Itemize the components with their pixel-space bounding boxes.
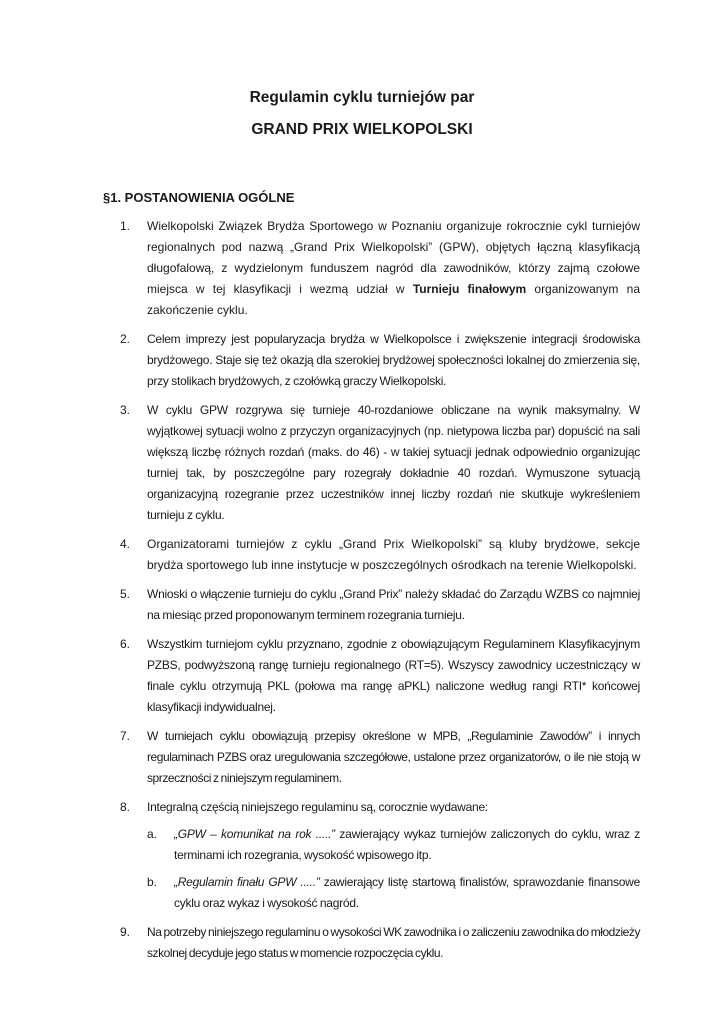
list-item bbox=[120, 329, 640, 392]
sub-list bbox=[147, 824, 640, 914]
item-text: Wszystkim turniejom cyklu przyznano, zgodnie z obowiązującym Regulaminem Klasyfikacyjnym PZBS, podwyższoną rangę turnieju regionalnego (RT=5). Wszyscy zawodnicy uczestniczący w finale cyklu otrzymują PKL (połowa ma rangę aPKL) naliczone według rangi RTI* końcowej klasyfikacji indywidualnej. bbox=[147, 637, 640, 714]
list-item bbox=[120, 216, 640, 321]
list-item bbox=[120, 584, 640, 626]
sub-list-item bbox=[147, 872, 640, 914]
item-text: Integralną częścią niniejszego regulaminu są, corocznie wydawane: bbox=[147, 800, 488, 814]
sub-item-text: „Regulamin finału GPW .....” zawierający listę startową finalistów, sprawozdanie finansowe cyklu oraz wykaz i wysokość nagród. bbox=[174, 875, 640, 910]
item-number: 7. bbox=[120, 729, 131, 743]
sub-list-item bbox=[147, 824, 640, 866]
item-number: 8. bbox=[120, 800, 131, 814]
item-text: Na potrzeby niniejszego regulaminu o wysokości WK zawodnika i o zaliczeniu zawodnika do młodzieży szkolnej decyduje jego status w momencie rozpoczęcia cyklu. bbox=[147, 925, 640, 960]
item-number: 9. bbox=[120, 925, 131, 939]
item-text: W cyklu GPW rozgrywa się turnieje 40-rozdaniowe obliczane na wynik maksymalny. W wyjątkowej sytuacji wolno z przyczyn organizacyjnych (np. nietypowa liczba par) dopuścić na sali większą liczbę różnych rozdań (maks. do 46) - w takiej sytuacji jednak odpowiednio organizując turniej tak, by poszczególne pary rozegrały dokładnie 40 rozdań. Wymuszone sytuacją organizacyjną rozegranie przez uczestników innej liczby rozdań nie skutkuje wykreśleniem turnieju z cyklu. bbox=[147, 403, 640, 522]
item-number: 3. bbox=[120, 403, 131, 417]
sub-item-text: „GPW – komunikat na rok .....” zawierający wykaz turniejów zaliczonych do cyklu, wraz z terminami ich rozegrania, wysokość wpisowego itp. bbox=[174, 827, 640, 862]
item-text: Organizatorami turniejów z cyklu „Grand Prix Wielkopolski” są kluby brydżowe, sekcje brydża sportowego lub inne instytucje w poszczególnych ośrodkach na terenie Wielkopolski. bbox=[147, 537, 640, 572]
document-subtitle: GRAND PRIX WIELKOPOLSKI bbox=[251, 121, 473, 138]
regulation-list bbox=[120, 216, 640, 972]
section-heading: §1. POSTANOWIENIA OGÓLNE bbox=[103, 190, 295, 205]
sub-item-letter: a. bbox=[147, 827, 158, 841]
document-title: Regulamin cyklu turniejów par bbox=[249, 89, 475, 106]
list-item bbox=[120, 726, 640, 789]
item-number: 6. bbox=[120, 637, 131, 651]
item-bold-text: Turnieju finałowym bbox=[412, 282, 527, 296]
item-text: Wnioski o włączenie turnieju do cyklu „Grand Prix” należy składać do Zarządu WZBS co najmniej na miesiąc przed proponowanym terminem rozegrania turnieju. bbox=[147, 587, 640, 622]
item-text: Celem imprezy jest popularyzacja brydża w Wielkopolsce i zwiększenie integracji środowiska brydżowego. Staje się też okazją dla szerokiej brydżowej społeczności lokalnej do zmierzenia się, przy stolikach brydżowych, z czołówką graczy Wielkopolski. bbox=[147, 332, 640, 388]
list-item bbox=[120, 797, 640, 914]
list-item bbox=[120, 922, 640, 964]
item-text: W turniejach cyklu obowiązują przepisy określone w MPB, „Regulaminie Zawodów” i innych regulaminach PZBS oraz uregulowania szczegółowe, ustalone przez organizatorów, o ile nie stoją w sprzeczności z niniejszym regulaminem. bbox=[147, 729, 640, 785]
item-text: Wielkopolski Związek Brydża Sportowego w Poznaniu organizuje rokrocznie cykl turniejów regionalnych pod nazwą „Grand Prix Wielkopolski” (GPW), objętych łączną klasyfikacją długofalową, z wydzielonym funduszem nagród dla zawodników, którzy zajmą czołowe miejsca w tej klasyfikacji i wezmą udział w Turnieju finałowym organizowanym na zakończenie cyklu. bbox=[147, 219, 641, 317]
list-item bbox=[120, 634, 640, 718]
item-number: 1. bbox=[120, 219, 131, 233]
sub-item-letter: b. bbox=[147, 875, 158, 889]
sub-item-italic-title: „Regulamin finału GPW .....” bbox=[174, 875, 320, 889]
list-item bbox=[120, 400, 640, 526]
list-item bbox=[120, 534, 640, 576]
item-number: 2. bbox=[120, 332, 131, 346]
item-number: 5. bbox=[120, 587, 131, 601]
sub-item-italic-title: „GPW – komunikat na rok .....” bbox=[174, 827, 335, 841]
item-number: 4. bbox=[120, 537, 131, 551]
